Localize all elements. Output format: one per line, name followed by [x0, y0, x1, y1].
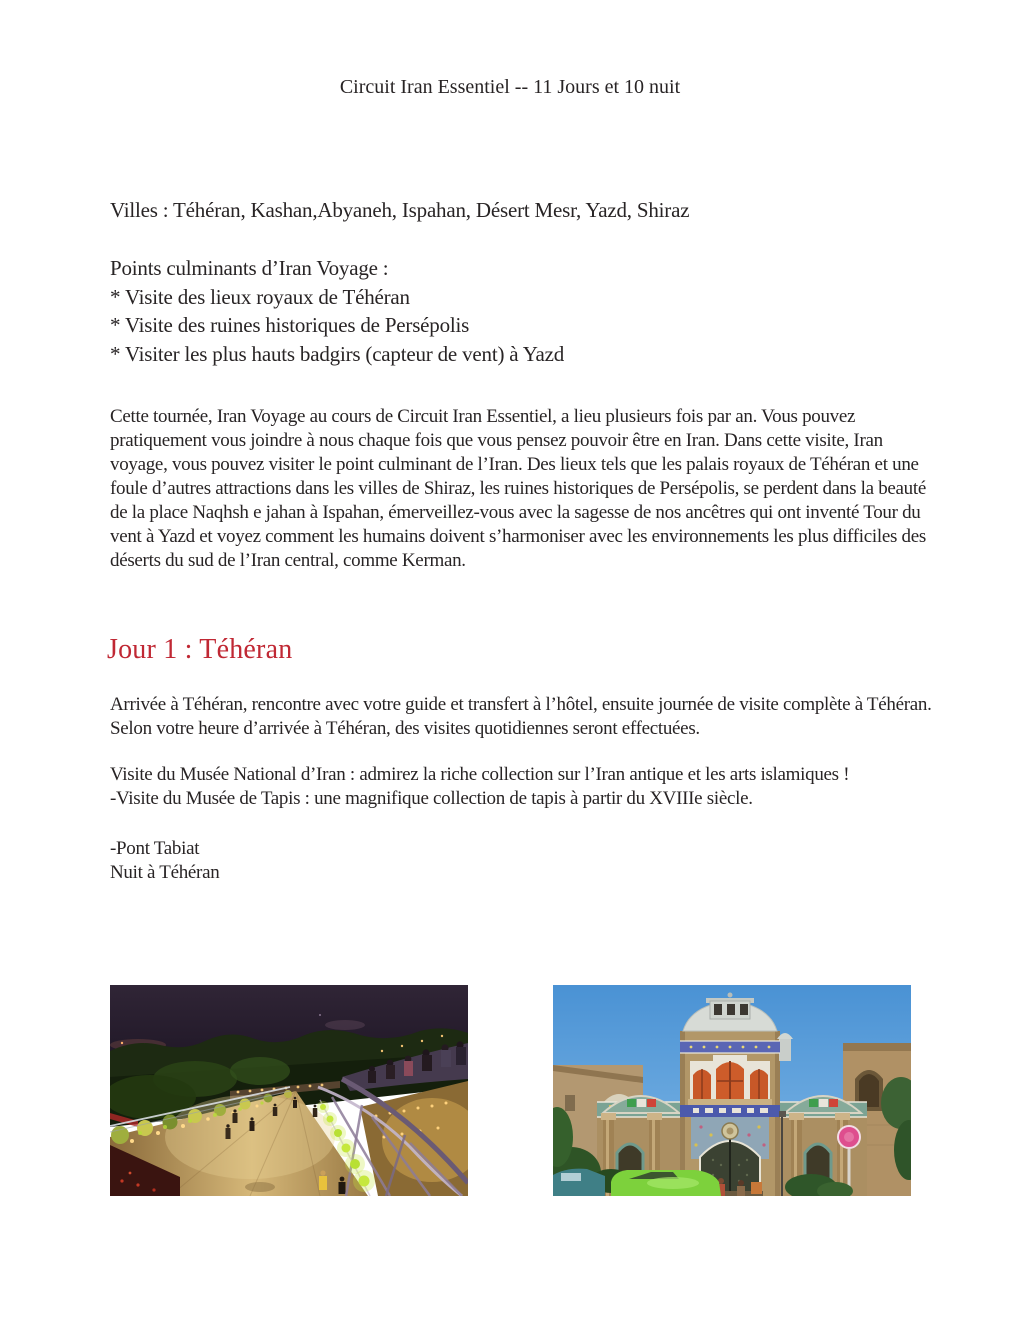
- nuit-teheran-line: Nuit à Téhéran: [110, 862, 220, 883]
- museum-tapis-line: -Visite du Musée de Tapis : une magnifique collection de tapis à partir du XVIIIe siècle.: [110, 788, 753, 809]
- highlight-item: * Visite des lieux royaux de Téhéran: [110, 284, 410, 309]
- highlights-heading: Points culminants d’Iran Voyage :: [110, 256, 389, 280]
- museum-national-line: Visite du Musée National d’Iran : admirez la riche collection sur l’Iran antique et les arts islamiques !: [110, 764, 850, 785]
- highlight-item: * Visite des ruines historiques de Persépolis: [110, 313, 470, 337]
- day1-museums-block: [110, 763, 849, 811]
- cities-line: Villes : Téhéran, Kashan,Abyaneh, Ispahan, Désert Mesr, Yazd, Shiraz: [110, 198, 690, 222]
- day1-arrival-paragraph: Arrivée à Téhéran, rencontre avec votre guide et transfert à l’hôtel, ensuite journée de visite complète à Téhéran. Selon votre heure d’arrivée à Téhéran, des visites quotidiennes seront effectuées.: [110, 694, 932, 739]
- garden-gate-illustration: [553, 985, 911, 1196]
- intro-paragraph: Cette tournée, Iran Voyage au cours de Circuit Iran Essentiel, a lieu plusieurs fois par an. Vous pouvez pratiquement vous joindre à nous chaque fois que vous pensez pouvoir être en Iran. Dans cette visite, Iran voyage, vous pouvez visiter le point culminant de l’Iran. Des lieux tels que les palais royaux de Téhéran et une foule d’autres attractions dans les villes de Shiraz, les ruines historiques de Persépolis, se perdent dans la beauté de la place Naqhsh e jahan à Ispahan, émerveillez-vous avec la sagesse de nos ancêtres qui ont inventé Tour du vent à Yazd et voyez comment les humains doivent s’harmoniser avec les environnements les plus difficiles des déserts du sud de l’Iran central, comme Kerman.: [110, 406, 926, 571]
- pont-tabiat-line: -Pont Tabiat: [110, 838, 200, 859]
- page-title: Circuit Iran Essentiel -- 11 Jours et 10 nuit: [339, 76, 681, 98]
- porte-bagh-e-melli-photo: [553, 985, 911, 1196]
- highlights-block: [110, 254, 564, 368]
- highlight-item: * Visiter les plus hauts badgirs (capteur de vent) à Yazd: [110, 341, 565, 366]
- orange-windows: [688, 1055, 772, 1105]
- green-taxi: [611, 1170, 721, 1196]
- day1-night-block: [110, 837, 219, 885]
- day1-heading: Jour 1 : Téhéran: [107, 634, 293, 665]
- tabiat-bridge-illustration: [110, 985, 468, 1196]
- pont-tabiat-night-photo: [110, 985, 468, 1196]
